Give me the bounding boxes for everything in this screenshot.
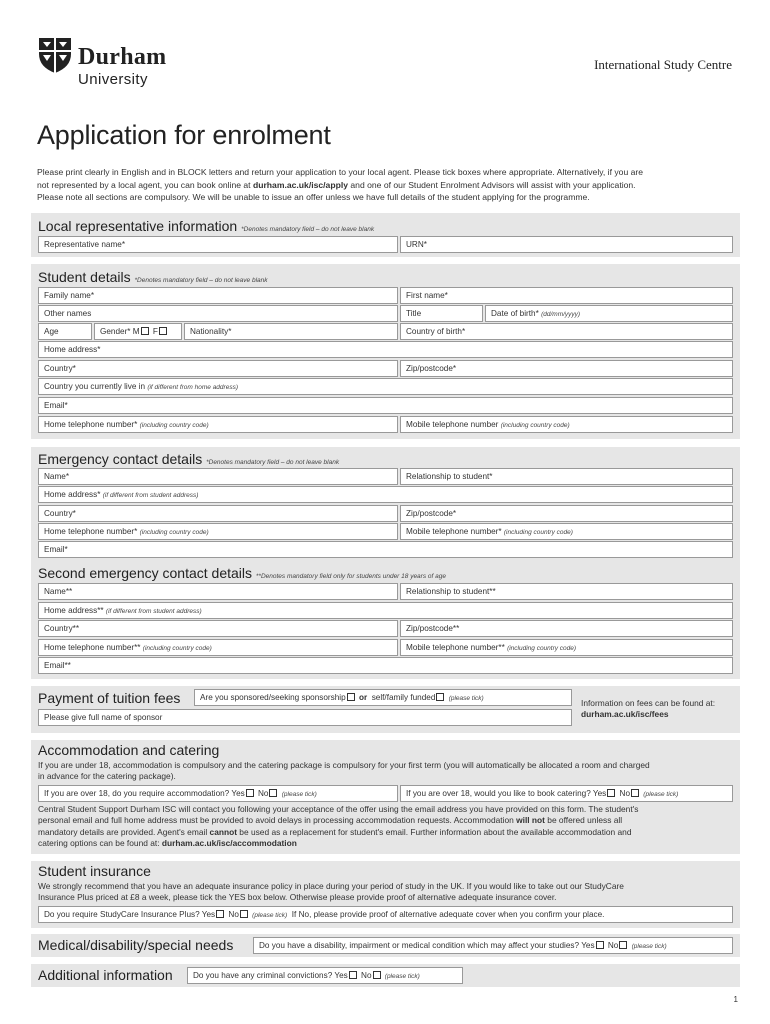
accommodation-intro [38, 760, 650, 783]
catering-q-label: If you are over 18, would you like to book catering? Yes [406, 789, 607, 798]
or-label: or [358, 693, 368, 702]
medical-yes-checkbox[interactable] [596, 941, 604, 949]
accommodation-details-3 [38, 827, 638, 838]
insurance-heading: Student insurance [38, 863, 151, 879]
insurance-q-note: (please tick) [252, 912, 288, 919]
durham-logo [38, 34, 198, 90]
student-heading: Student details [38, 269, 131, 285]
mobile-phone-field[interactable] [400, 416, 733, 433]
accommodation-heading: Accommodation and catering [38, 742, 220, 758]
accommodation-no-label: No [258, 789, 269, 798]
insurance-no-label: No [228, 910, 239, 919]
gender-f-checkbox[interactable] [159, 327, 167, 335]
local-rep-title [38, 218, 374, 234]
ec-country-field[interactable]: Country* [38, 505, 398, 522]
self-funded-label: self/family funded [371, 693, 436, 702]
intro-line-2 [37, 179, 737, 192]
local-rep-note: *Denotes mandatory field – do not leave blank [241, 226, 375, 233]
accommodation-section [31, 740, 740, 854]
catering-yes-checkbox[interactable] [607, 789, 615, 797]
ec2-zip-field[interactable]: Zip/postcode** [400, 620, 733, 637]
dob-label: Date of birth* [491, 309, 539, 318]
apply-link[interactable]: durham.ac.uk/isc/apply [252, 179, 348, 190]
second-ec-title [38, 565, 446, 581]
accommodation-details-2a: personal email and full home address must be provided to avoid delays in processing accommodation requests. Accommodation [38, 815, 517, 826]
accommodation-details-4 [38, 838, 638, 849]
intro-line-1: Please print clearly in English and in BLOCK letters and return your application to your local agent. Please tick boxes where appropriate. Alternatively, if you are [37, 167, 644, 177]
additional-q-label: Do you have any criminal convictions? Yes [193, 971, 348, 980]
medical-no-label: No [607, 941, 619, 950]
ec-zip-field[interactable]: Zip/postcode* [400, 505, 733, 522]
accommodation-intro-1: If you are under 18, accommodation is compulsory and the catering package is compulsory for your first term (you will automatically be allocated a room and charged [38, 760, 650, 770]
home-phone-note: (including country code) [139, 422, 209, 429]
accommodation-question [38, 785, 398, 802]
accommodation-details-4a: catering options can be found at: [38, 838, 162, 849]
insurance-q-tail: If No, please provide proof of alternative adequate cover when you confirm your place. [291, 910, 605, 919]
ec-name-field[interactable]: Name* [38, 468, 398, 485]
insurance-section [31, 861, 740, 928]
email-field[interactable]: Email* [38, 397, 733, 414]
accommodation-details-1: Central Student Support Durham ISC will contact you following your acceptance of the offer using the email address you have provided on this form. The student's [38, 804, 639, 814]
catering-q-note: (please tick) [643, 791, 679, 798]
accommodation-details-2 [38, 815, 638, 826]
home-address-field[interactable]: Home address* [38, 341, 733, 358]
current-country-note: (if different from home address) [147, 384, 238, 391]
dob-note: (dd/mm/yyyy) [541, 311, 581, 318]
additional-heading: Additional information [38, 967, 173, 983]
student-note: *Denotes mandatory field – do not leave blank [134, 277, 268, 284]
payment-section [31, 686, 740, 733]
ec-home-phone-label: Home telephone number* [44, 527, 138, 536]
family-name-field[interactable]: Family name* [38, 287, 398, 304]
catering-no-label: No [619, 789, 631, 798]
mobile-label: Mobile telephone number [406, 420, 499, 429]
funding-note: (please tick) [448, 695, 484, 702]
first-name-field[interactable]: First name* [400, 287, 733, 304]
ec-mobile-note: (including country code) [503, 529, 573, 536]
ec2-mobile-label: Mobile telephone number** [406, 643, 505, 652]
additional-section [31, 964, 740, 987]
zip-field[interactable]: Zip/postcode* [400, 360, 733, 377]
convictions-yes-checkbox[interactable] [349, 971, 357, 979]
emergency-heading: Emergency contact details [38, 451, 203, 467]
title-field[interactable]: Title [400, 305, 483, 322]
ec-home-phone-field[interactable] [38, 523, 398, 540]
page-number: 1 [733, 995, 738, 1004]
gender-m-checkbox[interactable] [141, 327, 149, 335]
urn-field[interactable]: URN* [400, 236, 733, 253]
country-of-birth-field[interactable]: Country of birth* [400, 323, 733, 340]
accommodation-details-3c: be used as a replacement for student's email. Further information about the available accommodation and [236, 826, 632, 837]
ec2-email-field[interactable]: Email** [38, 657, 733, 674]
accommodation-yes-checkbox[interactable] [246, 789, 254, 797]
age-field[interactable]: Age [38, 323, 92, 340]
second-ec-heading: Second emergency contact details [38, 565, 253, 581]
emergency-section [31, 447, 740, 679]
accommodation-q-note: (please tick) [281, 791, 317, 798]
logo-name: Durham [78, 44, 167, 70]
fees-info [581, 698, 715, 720]
sponsored-label: Are you sponsored/seeking sponsorship [200, 693, 346, 702]
current-country-label: Country you currently live in [44, 382, 146, 391]
insurance-no-checkbox[interactable] [240, 910, 248, 918]
ec-email-field[interactable]: Email* [38, 541, 733, 558]
accommodation-no-checkbox[interactable] [269, 789, 277, 797]
local-rep-section [31, 213, 740, 257]
accommodation-q-label: If you are over 18, do you require accommodation? Yes [44, 789, 245, 798]
mobile-note: (including country code) [500, 422, 570, 429]
accommodation-details-3b: cannot [209, 826, 237, 837]
ec-address-note: (if different from student address) [102, 492, 199, 499]
medical-heading: Medical/disability/special needs [38, 937, 234, 953]
insurance-text-1: We strongly recommend that you have an adequate insurance policy in place during your period of study in the UK. If you would like to take out our StudyCare [38, 881, 624, 891]
accommodation-details [38, 804, 638, 850]
ec-relationship-field[interactable]: Relationship to student* [400, 468, 733, 485]
payment-heading: Payment of tuition fees [38, 690, 181, 706]
funding-question [194, 689, 572, 706]
ec2-relationship-field[interactable]: Relationship to student** [400, 583, 733, 600]
durham-shield-icon [38, 36, 72, 74]
country-field[interactable]: Country* [38, 360, 398, 377]
home-phone-label: Home telephone number* [44, 420, 138, 429]
gender-label: Gender* M [100, 327, 140, 336]
ec2-address-note: (if different from student address) [105, 608, 202, 615]
fees-info-text: Information on fees can be found at: [581, 698, 716, 708]
other-names-field[interactable]: Other names [38, 305, 398, 322]
ec2-country-field[interactable]: Country** [38, 620, 398, 637]
medical-q-label: Do you have a disability, impairment or medical condition which may affect your studies? Yes [259, 941, 595, 950]
accommodation-link[interactable]: durham.ac.uk/isc/accommodation [161, 838, 297, 849]
catering-no-checkbox[interactable] [631, 789, 639, 797]
insurance-question [38, 906, 733, 923]
self-funded-checkbox[interactable] [436, 693, 444, 701]
student-title [38, 269, 268, 285]
medical-question [253, 937, 733, 954]
accommodation-details-2b: will not [516, 815, 545, 826]
fees-link[interactable]: durham.ac.uk/isc/fees [581, 709, 669, 719]
ec2-mobile-field[interactable] [400, 639, 733, 656]
medical-no-checkbox[interactable] [619, 941, 627, 949]
intro-line-3: Please note all sections are compulsory. We will be unable to issue an offer unless we have full details of the student applying for the programme. [37, 192, 590, 203]
sponsored-checkbox[interactable] [347, 693, 355, 701]
emergency-note: *Denotes mandatory field – do not leave blank [206, 459, 340, 466]
ec2-home-phone-label: Home telephone number** [44, 643, 141, 652]
ec2-address-label: Home address** [44, 606, 104, 615]
page-title: Application for enrolment [37, 120, 331, 150]
accommodation-details-2c: be offered unless all [544, 815, 623, 826]
current-country-field[interactable] [38, 378, 733, 395]
ec-address-field[interactable] [38, 486, 733, 503]
ec2-home-phone-note: (including country code) [142, 645, 212, 652]
intro-text [37, 166, 737, 204]
insurance-q-label: Do you require StudyCare Insurance Plus? Yes [44, 910, 216, 919]
gender-field [94, 323, 182, 340]
ec2-mobile-note: (including country code) [507, 645, 577, 652]
centre-name: International Study Centre [594, 57, 732, 72]
intro-line-2b: and one of our Student Enrolment Advisors will assist with your application. [348, 179, 636, 190]
ec2-home-phone-field[interactable] [38, 639, 398, 656]
insurance-yes-checkbox[interactable] [216, 910, 224, 918]
student-section [31, 264, 740, 439]
insurance-text [38, 881, 624, 904]
additional-question [187, 967, 463, 984]
additional-no-label: No [361, 971, 372, 980]
convictions-no-checkbox[interactable] [373, 971, 381, 979]
second-ec-note: **Denotes mandatory field only for students under 18 years of age [255, 573, 446, 580]
dob-field[interactable] [485, 305, 733, 322]
gender-f-label: F [152, 327, 158, 336]
catering-question [400, 785, 733, 802]
nationality-field[interactable]: Nationality* [184, 323, 398, 340]
home-phone-field[interactable] [38, 416, 398, 433]
additional-q-note: (please tick) [384, 973, 420, 980]
intro-line-2a: not represented by a local agent, you can book online at [37, 179, 253, 190]
sponsor-name-field[interactable]: Please give full name of sponsor [38, 709, 572, 726]
accommodation-intro-2: in advance for the catering package). [38, 771, 176, 782]
logo-sub: University [78, 71, 148, 88]
ec2-name-field[interactable]: Name** [38, 583, 398, 600]
ec-address-label: Home address* [44, 490, 101, 499]
ec-home-phone-note: (including country code) [139, 529, 209, 536]
rep-name-field[interactable]: Representative name* [38, 236, 398, 253]
insurance-text-2: Insurance Plus priced at £8 a week, please tick the YES box below. Otherwise please provide proof of alternative adequate insurance cover. [38, 892, 557, 903]
medical-q-note: (please tick) [631, 943, 667, 950]
accommodation-details-3a: mandatory details are provided. Agent's email [38, 826, 210, 837]
emergency-title [38, 451, 339, 467]
medical-section [31, 934, 740, 957]
local-rep-heading: Local representative information [38, 218, 238, 234]
ec-mobile-label: Mobile telephone number* [406, 527, 502, 536]
ec-mobile-field[interactable] [400, 523, 733, 540]
ec2-address-field[interactable] [38, 602, 733, 619]
